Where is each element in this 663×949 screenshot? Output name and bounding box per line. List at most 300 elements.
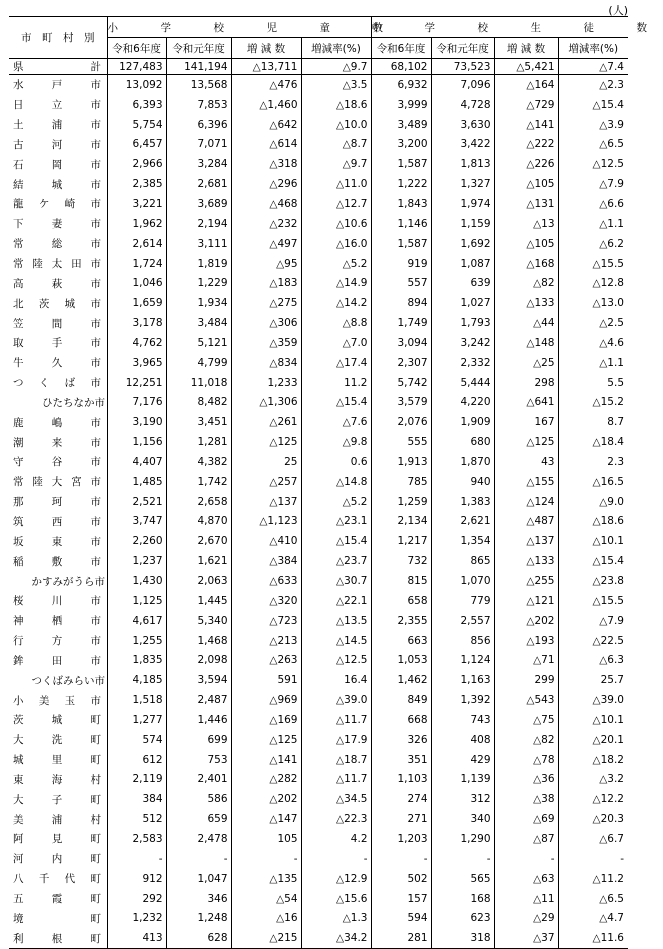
cell: △7.9 (558, 611, 628, 631)
cell: 3,178 (107, 313, 166, 333)
cell: △306 (231, 313, 301, 333)
cell: △2.5 (558, 313, 628, 333)
cell: △36 (494, 770, 558, 790)
row-name: 筑西市 (13, 515, 101, 528)
cell: △16.0 (301, 234, 371, 254)
table-row-total (9, 59, 628, 75)
cell: 1,962 (107, 214, 166, 234)
row-name: 稲敷市 (13, 555, 101, 568)
cell: 512 (107, 809, 166, 829)
cell: △9.0 (558, 492, 628, 512)
cell: △6.6 (558, 194, 628, 214)
cell: △183 (231, 273, 301, 293)
cell: △18.7 (301, 750, 371, 770)
cell: △9.8 (301, 432, 371, 452)
cell: △148 (494, 333, 558, 353)
cell: 2,557 (431, 611, 494, 631)
cell: 1,835 (107, 650, 166, 670)
cell: △10.1 (558, 710, 628, 730)
cell: △8.8 (301, 313, 371, 333)
cell: △257 (231, 472, 301, 492)
cell: △1,123 (231, 512, 301, 532)
cell: △6.5 (558, 135, 628, 155)
cell: 7,853 (166, 95, 231, 115)
table-row (9, 551, 628, 571)
row-name: 八千代町 (13, 873, 101, 886)
cell: △1,306 (231, 393, 301, 413)
cell: 1,749 (371, 313, 431, 333)
cell: △263 (231, 650, 301, 670)
row-name: 阿見町 (13, 833, 101, 846)
cell: 894 (371, 293, 431, 313)
table-row (9, 591, 628, 611)
row-name: 高萩市 (13, 277, 101, 290)
row-name: つくば市 (13, 377, 101, 390)
cell: 429 (431, 750, 494, 770)
cell: 5,754 (107, 115, 166, 135)
cell: 2,194 (166, 214, 231, 234)
subheader-change: 増 減 数 (231, 38, 301, 59)
table-body (9, 59, 628, 949)
cell: 7,071 (166, 135, 231, 155)
cell: 2,478 (166, 829, 231, 849)
cell: 2,063 (166, 571, 231, 591)
cell: 3,630 (431, 115, 494, 135)
cell: △54 (231, 889, 301, 909)
cell: 2,260 (107, 531, 166, 551)
cell: △78 (494, 750, 558, 770)
cell: 25.7 (558, 670, 628, 690)
cell: △13.0 (558, 293, 628, 313)
cell: 1,692 (431, 234, 494, 254)
cell: 4,617 (107, 611, 166, 631)
cell: △125 (494, 432, 558, 452)
unit-label: (人) (608, 4, 628, 17)
cell: △168 (494, 254, 558, 274)
cell: 940 (431, 472, 494, 492)
cell: 2,098 (166, 650, 231, 670)
cell: 1,468 (166, 631, 231, 651)
cell: △7.6 (301, 412, 371, 432)
row-name: 小美玉市 (13, 694, 101, 707)
cell: 3,422 (431, 135, 494, 155)
cell: △275 (231, 293, 301, 313)
cell: 753 (166, 750, 231, 770)
cell: - (558, 849, 628, 869)
cell: △15.4 (301, 393, 371, 413)
row-name: 常陸太田市 (13, 258, 101, 271)
cell: 3,579 (371, 393, 431, 413)
cell: 586 (166, 789, 231, 809)
cell: 1,518 (107, 690, 166, 710)
cell: △497 (231, 234, 301, 254)
row-name: 下妻市 (13, 218, 101, 231)
cell: △202 (231, 789, 301, 809)
cell: 157 (371, 889, 431, 909)
cell: △261 (231, 412, 301, 432)
cell: 1,354 (431, 531, 494, 551)
cell: 4,382 (166, 452, 231, 472)
cell: 3,451 (166, 412, 231, 432)
cell: 1,046 (107, 273, 166, 293)
cell: △318 (231, 154, 301, 174)
cell: 574 (107, 730, 166, 750)
cell: △359 (231, 333, 301, 353)
cell: △39.0 (301, 690, 371, 710)
cell: 3,242 (431, 333, 494, 353)
table-row (9, 928, 628, 948)
cell: △9.7 (301, 59, 371, 75)
cell: 1,070 (431, 571, 494, 591)
table-row (9, 710, 628, 730)
subheader-r1: 令和元年度 (166, 38, 231, 59)
cell: - (166, 849, 231, 869)
cell: △137 (231, 492, 301, 512)
cell: △1.1 (558, 214, 628, 234)
row-name: 牛久市 (13, 357, 101, 370)
cell: △10.6 (301, 214, 371, 234)
cell: 1,232 (107, 908, 166, 928)
cell: △12.2 (558, 789, 628, 809)
cell: △1.3 (301, 908, 371, 928)
cell: △133 (494, 293, 558, 313)
cell: 8,482 (166, 393, 231, 413)
cell: 1,087 (431, 254, 494, 274)
cell: 1,587 (371, 154, 431, 174)
cell: △476 (231, 75, 301, 95)
cell: △75 (494, 710, 558, 730)
cell: 2,134 (371, 512, 431, 532)
cell: △125 (231, 432, 301, 452)
statistics-table (9, 16, 663, 949)
table-row (9, 333, 628, 353)
cell: △729 (494, 95, 558, 115)
cell: 502 (371, 869, 431, 889)
cell: △17.4 (301, 353, 371, 373)
cell: 3,689 (166, 194, 231, 214)
cell: 1,430 (107, 571, 166, 591)
cell: 326 (371, 730, 431, 750)
cell: △22.5 (558, 631, 628, 651)
cell: 2,670 (166, 531, 231, 551)
cell: 2,119 (107, 770, 166, 790)
cell: △14.2 (301, 293, 371, 313)
table-row (9, 154, 628, 174)
cell: 623 (431, 908, 494, 928)
table-row (9, 889, 628, 909)
cell: 6,457 (107, 135, 166, 155)
cell: 1,913 (371, 452, 431, 472)
cell: 594 (371, 908, 431, 928)
cell: 4,728 (431, 95, 494, 115)
row-name: 常総市 (13, 238, 101, 251)
cell: 1,724 (107, 254, 166, 274)
cell: 1,392 (431, 690, 494, 710)
row-name: 潮来市 (13, 436, 101, 449)
cell: 4,799 (166, 353, 231, 373)
cell: △105 (494, 234, 558, 254)
cell: △215 (231, 928, 301, 948)
row-name: 河内町 (13, 853, 101, 866)
table-row (9, 373, 628, 393)
cell: 2,385 (107, 174, 166, 194)
cell: 628 (166, 928, 231, 948)
cell: 1,255 (107, 631, 166, 651)
table-row (9, 531, 628, 551)
cell: 1,485 (107, 472, 166, 492)
cell: 1,156 (107, 432, 166, 452)
cell: △723 (231, 611, 301, 631)
row-name: 龍ケ崎市 (13, 198, 101, 211)
cell: 73,523 (431, 59, 494, 75)
cell: △38 (494, 789, 558, 809)
table-row (9, 412, 628, 432)
cell: △121 (494, 591, 558, 611)
cell: 5.5 (558, 373, 628, 393)
cell: △155 (494, 472, 558, 492)
cell: △9.7 (301, 154, 371, 174)
row-name: 大子町 (13, 793, 101, 806)
cell: △202 (494, 611, 558, 631)
cell: 779 (431, 591, 494, 611)
cell: △468 (231, 194, 301, 214)
cell: △131 (494, 194, 558, 214)
cell: △1,460 (231, 95, 301, 115)
cell: △2.3 (558, 75, 628, 95)
cell: △384 (231, 551, 301, 571)
cell: △71 (494, 650, 558, 670)
cell: 312 (431, 789, 494, 809)
cell: △34.2 (301, 928, 371, 948)
row-name: 五霞町 (13, 893, 101, 906)
row-name: 神栖市 (13, 615, 101, 628)
cell: △87 (494, 829, 558, 849)
table-row (9, 254, 628, 274)
cell: 1,819 (166, 254, 231, 274)
subheader-r6: 令和6年度 (371, 38, 431, 59)
cell: 1,383 (431, 492, 494, 512)
cell: 351 (371, 750, 431, 770)
cell: 281 (371, 928, 431, 948)
cell: 732 (371, 551, 431, 571)
table-row (9, 770, 628, 790)
cell: △20.3 (558, 809, 628, 829)
cell: 1,659 (107, 293, 166, 313)
cell: 318 (431, 928, 494, 948)
cell: 815 (371, 571, 431, 591)
cell: △141 (494, 115, 558, 135)
table-row (9, 95, 628, 115)
row-name: 古河市 (13, 138, 101, 151)
cell: 2,583 (107, 829, 166, 849)
cell: 7,176 (107, 393, 166, 413)
cell: 13,568 (166, 75, 231, 95)
cell: 658 (371, 591, 431, 611)
cell: △23.1 (301, 512, 371, 532)
cell: △22.3 (301, 809, 371, 829)
cell: 25 (231, 452, 301, 472)
cell: △15.6 (301, 889, 371, 909)
cell: 1,159 (431, 214, 494, 234)
row-name: 常陸大宮市 (13, 476, 101, 489)
cell: △23.7 (301, 551, 371, 571)
cell: 1,277 (107, 710, 166, 730)
cell: 4,870 (166, 512, 231, 532)
cell: 6,932 (371, 75, 431, 95)
cell: △232 (231, 214, 301, 234)
row-name: 坂東市 (13, 535, 101, 548)
table-row (9, 452, 628, 472)
cell: △22.1 (301, 591, 371, 611)
row-name: 鹿嶋市 (13, 416, 101, 429)
cell: 7,096 (431, 75, 494, 95)
cell: △6.7 (558, 829, 628, 849)
cell: △282 (231, 770, 301, 790)
row-name: 水戸市 (13, 79, 101, 92)
cell: 1,229 (166, 273, 231, 293)
cell: △125 (231, 730, 301, 750)
cell: 1,445 (166, 591, 231, 611)
cell: △7.4 (558, 59, 628, 75)
row-name: ひたちなか市 (42, 396, 105, 409)
row-name: 石岡市 (13, 158, 101, 171)
cell: 1,259 (371, 492, 431, 512)
cell: 1,203 (371, 829, 431, 849)
cell: 1,742 (166, 472, 231, 492)
cell: △137 (494, 531, 558, 551)
cell: 271 (371, 809, 431, 829)
cell: △13,711 (231, 59, 301, 75)
cell: 3,747 (107, 512, 166, 532)
table-row (9, 670, 628, 690)
table-row (9, 650, 628, 670)
table-row (9, 293, 628, 313)
cell: 1,446 (166, 710, 231, 730)
cell: 0.6 (301, 452, 371, 472)
cell: 3,489 (371, 115, 431, 135)
row-name: 土浦市 (13, 119, 101, 132)
cell: △18.6 (558, 512, 628, 532)
cell: △169 (231, 710, 301, 730)
cell: △44 (494, 313, 558, 333)
cell: △5,421 (494, 59, 558, 75)
cell: 856 (431, 631, 494, 651)
cell: △30.7 (301, 571, 371, 591)
cell: 1,327 (431, 174, 494, 194)
row-name: 茨城町 (13, 714, 101, 727)
cell: 849 (371, 690, 431, 710)
cell: 2,658 (166, 492, 231, 512)
cell: 1,124 (431, 650, 494, 670)
cell: 663 (371, 631, 431, 651)
cell: 680 (431, 432, 494, 452)
table-row (9, 393, 628, 413)
cell: 11,018 (166, 373, 231, 393)
cell: 1,146 (371, 214, 431, 234)
table-row (9, 174, 628, 194)
cell: △133 (494, 551, 558, 571)
subheader-rate: 増減率(%) (301, 38, 371, 59)
table-row (9, 750, 628, 770)
cell: 4.2 (301, 829, 371, 849)
column-header-municipality: 市 町 村 別 (9, 17, 107, 59)
cell: △12.5 (301, 650, 371, 670)
cell: △135 (231, 869, 301, 889)
cell: 5,444 (431, 373, 494, 393)
cell: 5,340 (166, 611, 231, 631)
cell: △213 (231, 631, 301, 651)
header-elementary-students: 小 学 校 児 童 数 (107, 17, 371, 38)
cell: 699 (166, 730, 231, 750)
cell: △5.2 (301, 254, 371, 274)
cell: △226 (494, 154, 558, 174)
cell: △20.1 (558, 730, 628, 750)
table-row (9, 115, 628, 135)
row-name: 大洗町 (13, 734, 101, 747)
cell: 167 (494, 412, 558, 432)
cell: 2,307 (371, 353, 431, 373)
table-row (9, 611, 628, 631)
cell: 4,407 (107, 452, 166, 472)
cell: △69 (494, 809, 558, 829)
cell: △63 (494, 869, 558, 889)
table-row (9, 353, 628, 373)
cell: △15.4 (301, 531, 371, 551)
cell: △12.9 (301, 869, 371, 889)
cell: 5,742 (371, 373, 431, 393)
header-junior-high-students: 中 学 校 生 徒 数 (371, 17, 628, 38)
cell: 12,251 (107, 373, 166, 393)
cell: △3.2 (558, 770, 628, 790)
cell: △13.5 (301, 611, 371, 631)
row-name: 笠間市 (13, 317, 101, 330)
row-name: 那珂市 (13, 496, 101, 509)
row-name: 東海村 (13, 773, 101, 786)
cell: 1,974 (431, 194, 494, 214)
row-name: 県 計 (9, 59, 107, 75)
cell: △11.6 (558, 928, 628, 948)
cell: 2.3 (558, 452, 628, 472)
row-name: 美浦村 (13, 813, 101, 826)
table-row (9, 789, 628, 809)
cell: △969 (231, 690, 301, 710)
cell: 3,284 (166, 154, 231, 174)
cell: 3,200 (371, 135, 431, 155)
cell: △15.4 (558, 95, 628, 115)
cell: △193 (494, 631, 558, 651)
cell: △124 (494, 492, 558, 512)
cell: △164 (494, 75, 558, 95)
cell: - (301, 849, 371, 869)
cell: 6,393 (107, 95, 166, 115)
cell: 3,094 (371, 333, 431, 353)
cell: △11.7 (301, 710, 371, 730)
cell: 1,237 (107, 551, 166, 571)
cell: △147 (231, 809, 301, 829)
row-name: 桜川市 (13, 595, 101, 608)
cell: △222 (494, 135, 558, 155)
cell: 1,222 (371, 174, 431, 194)
cell: △3.9 (558, 115, 628, 135)
cell: △105 (494, 174, 558, 194)
cell: 5,121 (166, 333, 231, 353)
cell: 1,793 (431, 313, 494, 333)
cell: △255 (494, 571, 558, 591)
table-row (9, 571, 628, 591)
subheader-r6: 令和6年度 (107, 38, 166, 59)
cell: 2,076 (371, 412, 431, 432)
cell: 292 (107, 889, 166, 909)
